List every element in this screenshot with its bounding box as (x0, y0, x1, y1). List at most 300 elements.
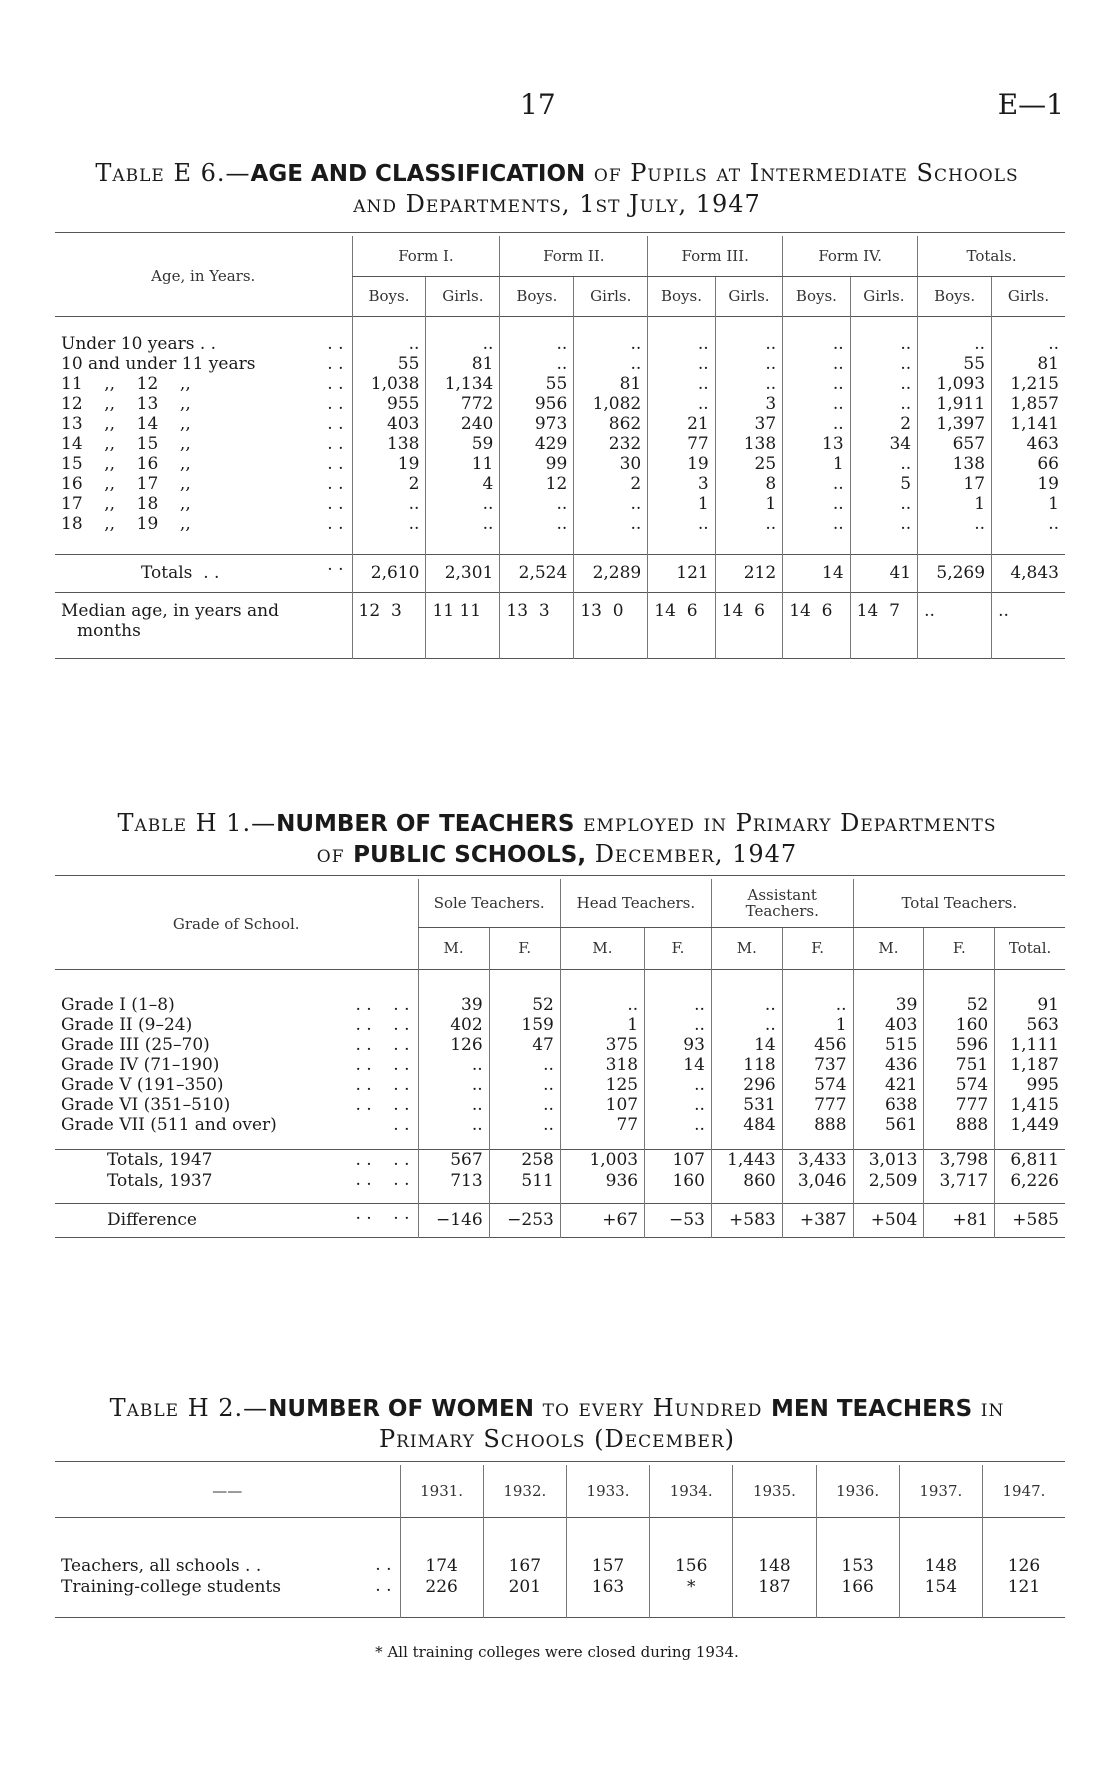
table-h2-title-line2: Primary Schools (December) (378, 1425, 736, 1453)
row-label-cell (55, 454, 352, 474)
t2-subhead: F. (489, 927, 560, 969)
table-h2-title (40, 1393, 1074, 1454)
table-cell: 153 (816, 1555, 899, 1576)
totals-row (55, 1170, 1065, 1191)
t1-subhead: Boys. (918, 276, 992, 316)
t2-group-head: Head Teachers. (560, 879, 711, 927)
table-cell: .. (648, 394, 715, 414)
row-label: 12 ,, 13 ,, (61, 394, 191, 414)
table-cell: .. (850, 334, 917, 354)
table-cell: 19 (992, 474, 1065, 494)
table-cell: 148 (733, 1555, 816, 1576)
table-cell: 772 (426, 394, 500, 414)
table-cell: 232 (574, 434, 648, 454)
totals-cell: 3,013 (853, 1149, 924, 1170)
table-cell: .. (648, 334, 715, 354)
leader-dots: . . . . (355, 1170, 410, 1190)
row-label-cell (55, 494, 352, 514)
table-cell: 77 (648, 434, 715, 454)
table-row (55, 434, 1065, 454)
table-cell: 81 (426, 354, 500, 374)
table-cell: .. (418, 1075, 489, 1095)
table-cell: .. (574, 334, 648, 354)
totals-cell: 3,717 (924, 1170, 995, 1191)
table-cell: 39 (853, 995, 924, 1015)
table-cell: .. (418, 1055, 489, 1075)
row-label: 10 and under 11 years (61, 354, 256, 374)
t2-group-head: Assistant Teachers. (711, 879, 853, 927)
table-cell: 201 (483, 1576, 566, 1597)
table-cell: .. (489, 1095, 560, 1115)
row-label-cell (55, 354, 352, 374)
table-cell: .. (992, 334, 1065, 354)
median-cell: 14 6 (715, 592, 782, 658)
table-cell: 2 (352, 474, 426, 494)
table-cell: 37 (715, 414, 782, 434)
row-label: 14 ,, 15 ,, (61, 434, 191, 454)
difference-cell: −53 (645, 1203, 712, 1237)
table-cell: 47 (489, 1035, 560, 1055)
table-cell: .. (850, 354, 917, 374)
table-cell: 436 (853, 1055, 924, 1075)
table-cell: 66 (992, 454, 1065, 474)
row-label: Grade IV (71–190) (61, 1055, 220, 1075)
row-label-cell (55, 1055, 418, 1075)
leader-dots: . . (327, 354, 344, 374)
table-cell: 1,449 (995, 1115, 1065, 1135)
t3-year-head: 1931. (400, 1465, 483, 1517)
table-row (55, 1576, 1065, 1597)
table-cell: 888 (924, 1115, 995, 1135)
difference-label-cell (55, 1203, 418, 1237)
difference-cell: +67 (560, 1203, 644, 1237)
table-cell: .. (645, 995, 712, 1015)
table-cell: 81 (992, 354, 1065, 374)
table-cell: 148 (899, 1555, 982, 1576)
difference-cell: +583 (711, 1203, 782, 1237)
totals-cell: 3,046 (782, 1170, 853, 1191)
table-h2-title-bold-1: NUMBER OF WOMEN (268, 1396, 534, 1422)
table-cell: 77 (560, 1115, 644, 1135)
table-cell: 1,082 (574, 394, 648, 414)
t1-subhead: Girls. (850, 276, 917, 316)
totals-cell: 14 (783, 554, 850, 592)
table-cell: 995 (995, 1075, 1065, 1095)
table-cell: 154 (899, 1576, 982, 1597)
row-label-continued: months (77, 620, 141, 641)
table-cell: 318 (560, 1055, 644, 1075)
t3-year-head: 1936. (816, 1465, 899, 1517)
table-cell: 25 (715, 454, 782, 474)
table-h1-title-line2-bold: PUBLIC SCHOOLS, (353, 842, 587, 868)
median-cell: 13 3 (500, 592, 574, 658)
table-e6-title-bold: AGE AND CLASSIFICATION (250, 161, 586, 187)
table-row (55, 1075, 1065, 1095)
table-cell: 1,911 (918, 394, 992, 414)
t1-subhead: Boys. (352, 276, 426, 316)
row-label-cell (55, 995, 418, 1015)
table-row (55, 414, 1065, 434)
row-label: 16 ,, 17 ,, (61, 474, 191, 494)
table-e6 (55, 236, 1065, 660)
table-cell: 3 (648, 474, 715, 494)
t3-year-head: 1937. (899, 1465, 982, 1517)
difference-cell: −146 (418, 1203, 489, 1237)
leader-dots: . . (327, 414, 344, 434)
table-cell: 1 (560, 1015, 644, 1035)
table-h1-title-prefix: Table H 1.— (117, 809, 277, 837)
table-cell: .. (489, 1075, 560, 1095)
table-cell: 226 (400, 1576, 483, 1597)
table-cell: .. (715, 374, 782, 394)
table-cell: .. (783, 394, 850, 414)
totals-cell: 567 (418, 1149, 489, 1170)
table-cell: 1 (782, 1015, 853, 1035)
totals-cell: 6,226 (995, 1170, 1065, 1191)
table-row (55, 1035, 1065, 1055)
table-cell: .. (500, 354, 574, 374)
table-cell: .. (783, 414, 850, 434)
leader-dots: . . . . (355, 995, 410, 1015)
table-e6-title (40, 158, 1074, 219)
table-cell: 1,134 (426, 374, 500, 394)
table-cell: .. (574, 354, 648, 374)
table-cell: 421 (853, 1075, 924, 1095)
table-cell: 166 (816, 1576, 899, 1597)
table-h2-top-rule (55, 1461, 1065, 1462)
totals-cell: 4,843 (992, 554, 1065, 592)
table-h2-title-suffix: in (972, 1394, 1005, 1422)
table-cell: .. (711, 1015, 782, 1035)
t1-form-head: Form III. (648, 236, 783, 276)
table-cell: 3 (715, 394, 782, 414)
leader-dots: . . . . (355, 1149, 410, 1170)
table-cell: .. (783, 494, 850, 514)
median-row (55, 592, 1065, 658)
table-cell: 5 (850, 474, 917, 494)
table-cell: 12 (500, 474, 574, 494)
median-cell: 14 6 (783, 592, 850, 658)
totals-cell: 2,301 (426, 554, 500, 592)
table-row (55, 1055, 1065, 1075)
totals-cell: 5,269 (918, 554, 992, 592)
median-cell: 13 0 (574, 592, 648, 658)
table-row (55, 334, 1065, 354)
table-e6-title-suffix: of Pupils at Intermediate Schools (585, 159, 1019, 187)
table-row (55, 394, 1065, 414)
t1-subhead: Boys. (500, 276, 574, 316)
table-cell: 99 (500, 454, 574, 474)
table-cell: 777 (782, 1095, 853, 1115)
table-cell: 1 (648, 494, 715, 514)
row-label-cell (55, 1035, 418, 1055)
difference-cell: +504 (853, 1203, 924, 1237)
totals-cell: 511 (489, 1170, 560, 1191)
table-cell: .. (500, 494, 574, 514)
table-cell: 515 (853, 1035, 924, 1055)
table-cell: .. (783, 334, 850, 354)
median-cell: .. (992, 592, 1065, 658)
row-label-cell (55, 1576, 400, 1597)
table-e6-title-line2: and Departments, 1st July, 1947 (353, 190, 761, 218)
table-cell: 1,038 (352, 374, 426, 394)
table-cell: 862 (574, 414, 648, 434)
table-cell: 2 (574, 474, 648, 494)
table-cell: 34 (850, 434, 917, 454)
table-cell: 463 (992, 434, 1065, 454)
table-row (55, 1015, 1065, 1035)
table-cell: .. (352, 334, 426, 354)
table-cell: 563 (995, 1015, 1065, 1035)
table-row (55, 474, 1065, 494)
leader-dots: . . . . (355, 1203, 410, 1224)
table-cell: 55 (500, 374, 574, 394)
table-cell: .. (850, 374, 917, 394)
row-label: Grade V (191–350) (61, 1075, 224, 1095)
table-cell: 8 (715, 474, 782, 494)
totals-cell: 2,524 (500, 554, 574, 592)
table-cell: 126 (982, 1555, 1065, 1576)
table-cell: .. (645, 1075, 712, 1095)
table-h1-title-suffix: employed in Primary Departments (574, 809, 997, 837)
table-cell: 19 (352, 454, 426, 474)
table-cell: .. (352, 494, 426, 514)
leader-dots: . . (327, 514, 344, 534)
table-cell: 375 (560, 1035, 644, 1055)
table-cell: 403 (853, 1015, 924, 1035)
table-cell: 456 (782, 1035, 853, 1055)
table-cell: 531 (711, 1095, 782, 1115)
table-h1-title-line2-suffix: December, 1947 (586, 840, 798, 868)
leader-dots: . . . . (355, 1055, 410, 1075)
table-cell: 93 (645, 1035, 712, 1055)
t2-subhead: F. (924, 927, 995, 969)
table-cell: .. (715, 354, 782, 374)
table-cell: 163 (566, 1576, 649, 1597)
table-cell: 1,187 (995, 1055, 1065, 1075)
t3-year-head: 1947. (982, 1465, 1065, 1517)
table-cell: .. (992, 514, 1065, 534)
totals-cell: 713 (418, 1170, 489, 1191)
t1-subhead: Boys. (648, 276, 715, 316)
leader-dots: . . (327, 374, 344, 394)
table-cell: .. (711, 995, 782, 1015)
row-label: 11 ,, 12 ,, (61, 374, 191, 394)
table-cell: 574 (782, 1075, 853, 1095)
table-cell: .. (850, 394, 917, 414)
totals-cell: 212 (715, 554, 782, 592)
median-cell: 14 6 (648, 592, 715, 658)
totals-cell: 2,509 (853, 1170, 924, 1191)
table-cell: 484 (711, 1115, 782, 1135)
table-cell: 167 (483, 1555, 566, 1576)
table-cell: 52 (489, 995, 560, 1015)
leader-dots: . . (375, 1555, 392, 1575)
difference-cell: +387 (782, 1203, 853, 1237)
table-cell: 596 (924, 1035, 995, 1055)
table-cell: .. (426, 514, 500, 534)
table-cell: 138 (918, 454, 992, 474)
table-cell: .. (850, 514, 917, 534)
table-cell: 1 (783, 454, 850, 474)
t2-group-head: Total Teachers. (853, 879, 1065, 927)
table-cell: .. (418, 1115, 489, 1135)
table-cell: 1 (918, 494, 992, 514)
table-cell: 1,141 (992, 414, 1065, 434)
leader-dots: . . (327, 454, 344, 474)
row-label: Totals, 1937 (107, 1170, 213, 1191)
table-cell: .. (850, 494, 917, 514)
row-label-cell (55, 474, 352, 494)
totals-cell: 1,443 (711, 1149, 782, 1170)
table-cell: 403 (352, 414, 426, 434)
table-cell: 956 (500, 394, 574, 414)
row-label: Grade III (25–70) (61, 1035, 210, 1055)
table-cell: 751 (924, 1055, 995, 1075)
totals-cell: 860 (711, 1170, 782, 1191)
table-cell: 1,397 (918, 414, 992, 434)
table-cell: .. (918, 334, 992, 354)
median-cell: 12 3 (352, 592, 426, 658)
table-cell: 1,111 (995, 1035, 1065, 1055)
t1-form-head: Totals. (918, 236, 1065, 276)
table-cell: 14 (645, 1055, 712, 1075)
page-header (0, 88, 1114, 128)
table-cell: 973 (500, 414, 574, 434)
table-cell: 574 (924, 1075, 995, 1095)
t1-subhead: Boys. (783, 276, 850, 316)
table-cell: 126 (418, 1035, 489, 1055)
table-cell: .. (426, 334, 500, 354)
document-reference: E—1 (997, 88, 1064, 121)
table-cell: 121 (982, 1576, 1065, 1597)
leader-dots: . . (327, 554, 344, 575)
table-cell: 107 (560, 1095, 644, 1115)
leader-dots: . . (327, 334, 344, 354)
table-cell: 2 (850, 414, 917, 434)
table-cell: .. (645, 1095, 712, 1115)
totals-cell: 6,811 (995, 1149, 1065, 1170)
row-label: Grade VII (511 and over) (61, 1115, 277, 1135)
table-cell: 174 (400, 1555, 483, 1576)
table-cell: 1,857 (992, 394, 1065, 414)
row-label: Grade I (1–8) (61, 995, 175, 1015)
median-cell: 11 11 (426, 592, 500, 658)
table-h2-title-prefix: Table H 2.— (109, 1394, 269, 1422)
row-label-cell (55, 1015, 418, 1035)
totals-cell: 1,003 (560, 1149, 644, 1170)
table-cell: .. (715, 334, 782, 354)
table-cell: 1,215 (992, 374, 1065, 394)
table-cell: .. (648, 374, 715, 394)
table-cell: 187 (733, 1576, 816, 1597)
row-label: 17 ,, 18 ,, (61, 494, 191, 514)
totals-row (55, 1149, 1065, 1170)
table-cell: .. (500, 514, 574, 534)
row-label: Difference (107, 1210, 197, 1230)
table-cell: 1,415 (995, 1095, 1065, 1115)
table-cell: 138 (352, 434, 426, 454)
row-label: 15 ,, 16 ,, (61, 454, 191, 474)
table-cell: .. (648, 514, 715, 534)
t3-year-head: 1935. (733, 1465, 816, 1517)
table-cell: .. (783, 474, 850, 494)
table-cell: 138 (715, 434, 782, 454)
table-cell: 17 (918, 474, 992, 494)
table-row (55, 1555, 1065, 1576)
table-h2-title-bold-2: MEN TEACHERS (770, 1396, 973, 1422)
row-label: 13 ,, 14 ,, (61, 414, 191, 434)
table-row (55, 514, 1065, 534)
totals-label-cell (55, 554, 352, 592)
t1-stub-head: Age, in Years. (151, 266, 256, 285)
table-cell: .. (782, 995, 853, 1015)
table-cell: 91 (995, 995, 1065, 1015)
table-h1 (55, 879, 1065, 1254)
table-cell: .. (352, 514, 426, 534)
difference-cell: +81 (924, 1203, 995, 1237)
table-cell: .. (574, 514, 648, 534)
totals-cell: 3,798 (924, 1149, 995, 1170)
table-cell: .. (418, 1095, 489, 1115)
leader-dots: . . . . (355, 1015, 410, 1035)
row-label: Training-college students (61, 1576, 281, 1597)
t1-subhead: Girls. (426, 276, 500, 316)
table-cell: 159 (489, 1015, 560, 1035)
table-cell: .. (918, 514, 992, 534)
row-label-cell (55, 1075, 418, 1095)
t1-form-head: Form II. (500, 236, 648, 276)
table-cell: .. (574, 494, 648, 514)
table-cell: .. (560, 995, 644, 1015)
table-cell: 55 (352, 354, 426, 374)
leader-dots: . . (393, 1115, 410, 1135)
table-row (55, 1095, 1065, 1115)
table-cell: 118 (711, 1055, 782, 1075)
t2-group-head: Sole Teachers. (418, 879, 560, 927)
t3-year-head: 1933. (566, 1465, 649, 1517)
t2-subhead: M. (853, 927, 924, 969)
table-cell: .. (645, 1115, 712, 1135)
totals-cell: 3,433 (782, 1149, 853, 1170)
t3-year-head: 1934. (650, 1465, 733, 1517)
table-cell: 296 (711, 1075, 782, 1095)
table-cell: .. (489, 1055, 560, 1075)
table-cell: .. (500, 334, 574, 354)
totals-label-cell (55, 1149, 418, 1170)
table-cell: 1 (715, 494, 782, 514)
table-cell: 1,093 (918, 374, 992, 394)
table-cell: .. (783, 374, 850, 394)
leader-dots: . . . . (355, 1095, 410, 1115)
t1-subhead: Girls. (715, 276, 782, 316)
totals-cell: 258 (489, 1149, 560, 1170)
table-cell: .. (489, 1115, 560, 1135)
footnote: * All training colleges were closed during 1934. (375, 1643, 739, 1661)
row-label-cell (55, 1555, 400, 1576)
totals-cell: 41 (850, 554, 917, 592)
table-cell: 777 (924, 1095, 995, 1115)
totals-cell: 107 (645, 1149, 712, 1170)
t1-subhead: Girls. (992, 276, 1065, 316)
row-label-cell (55, 514, 352, 534)
table-cell: 1 (992, 494, 1065, 514)
table-h1-top-rule (55, 875, 1065, 876)
page-number: 17 (520, 88, 556, 121)
totals-row (55, 554, 1065, 592)
table-cell: 19 (648, 454, 715, 474)
totals-label-cell (55, 1170, 418, 1191)
